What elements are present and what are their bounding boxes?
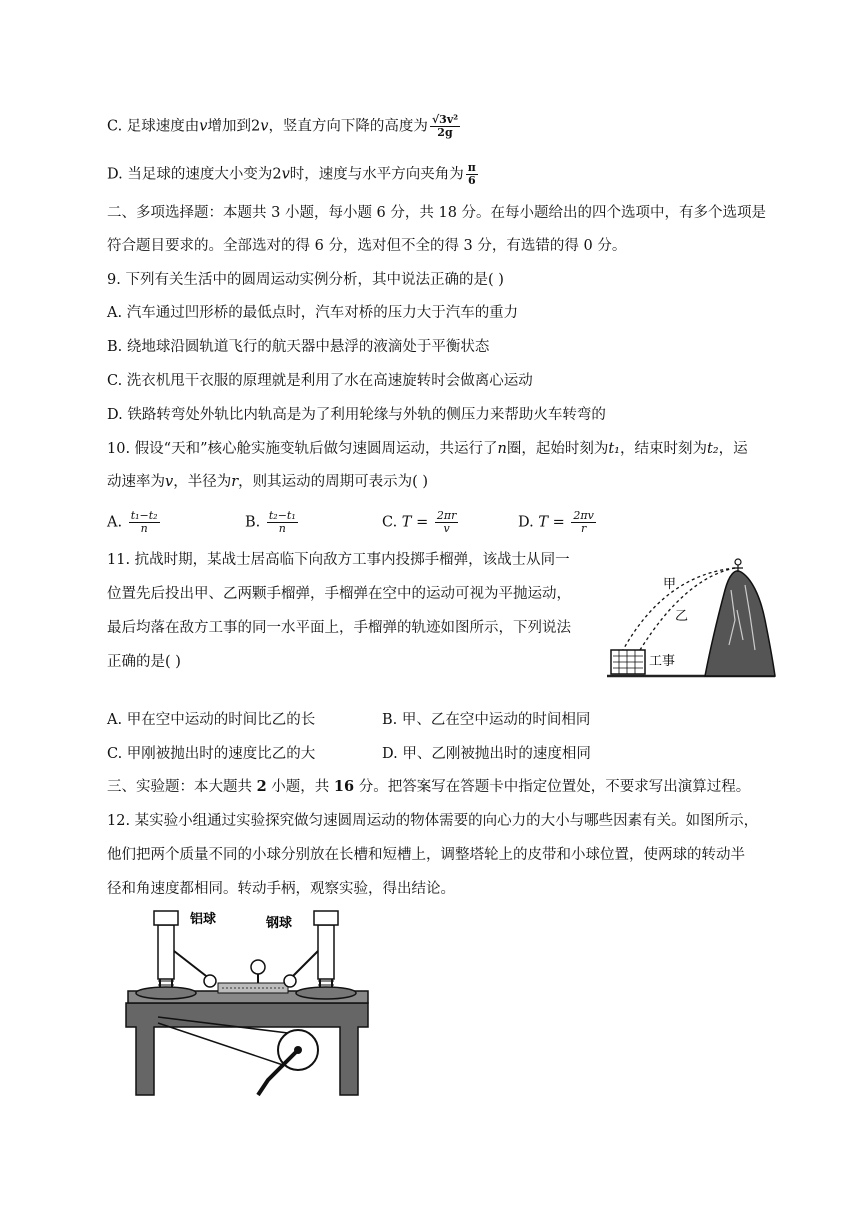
- q12-stem-line3: 径和角速度都相同。转动手柄，观察实验，得出结论。: [107, 881, 455, 897]
- q11-option-b: B. 甲、乙在空中运动的时间相同: [382, 712, 591, 728]
- label-aluminum-ball: 铝球: [190, 912, 217, 927]
- label-jia: 甲: [663, 577, 677, 592]
- label-gongshi: 工事: [649, 654, 676, 669]
- q10-stem-line2: 动速率为v，半径为r，则其运动的周期可表示为( ): [107, 474, 429, 490]
- section2-heading-line1: 二、多项选择题：本题共 3 小题，每小题 6 分，共 18 分。在每小题给出的四个选项中，有多个选项是: [107, 205, 767, 221]
- q12-centripetal-force-apparatus-figure: [118, 905, 373, 1105]
- q8-option-c: C. 足球速度由v增加到2v，竖直方向下降的高度为 $\frac{\text{√3v²}}{2g}$: [107, 113, 459, 139]
- q10-option-c: C. T = $\frac{2\pi r}{v}$: [382, 509, 457, 535]
- label-yi: 乙: [675, 609, 689, 624]
- q9-option-d: D. 铁路转弯处外轨比内轨高是为了利用轮缘与外轨的侧压力来帮助火车转弯的: [107, 407, 606, 423]
- steel-ball: [284, 975, 296, 987]
- q8-option-d: D. 当足球的速度大小变为2v时，速度与水平方向夹角为 $\frac{\pi}{6}$: [107, 161, 476, 187]
- crank-handle: [258, 1050, 298, 1095]
- aluminum-ball: [204, 975, 216, 987]
- label-steel-ball: 钢球: [266, 916, 293, 931]
- q11-grenade-trajectory-figure: [605, 550, 777, 682]
- q9-option-b: B. 绕地球沿圆轨道飞行的航天器中悬浮的液滴处于平衡状态: [107, 339, 490, 355]
- section2-heading-line2: 符合题目要求的。全部选对的得 6 分，选对但不全的得 3 分，有选错的得 0 分。: [107, 238, 627, 254]
- q9-option-a: A. 汽车通过凹形桥的最低点时，汽车对桥的压力大于汽车的重力: [107, 305, 519, 321]
- fraction-pi-over-6: $\frac{\pi}{6}$: [467, 161, 476, 187]
- q10-stem-line1: 10. 假设“天和”核心舱实施变轨后做匀速圆周运动，共运行了n圈，起始时刻为t₁，结束时刻为t₂，运: [107, 441, 748, 457]
- q11-option-c: C. 甲刚被抛出时的速度比乙的大: [107, 746, 316, 762]
- q11-stem-line4: 正确的是( ): [107, 654, 181, 670]
- section3-heading: 三、实验题：本大题共 2 小题，共 16 分。把答案写在答题卡中指定位置处，不要求写出演算过程。: [107, 778, 751, 795]
- q11-stem-line3: 最后均落在敌方工事的同一水平面上，手榴弹的轨迹如图所示，下列说法: [107, 620, 571, 636]
- q11-option-a: A. 甲在空中运动的时间比乙的长: [107, 712, 316, 728]
- q11-stem-line2: 位置先后投出甲、乙两颗手榴弹，手榴弹在空中的运动可视为平抛运动，: [107, 586, 571, 602]
- q10-option-d: D. T = $\frac{2\pi v}{r}$: [518, 509, 594, 535]
- q9-option-c: C. 洗衣机甩干衣服的原理就是利用了水在高速旋转时会做离心运动: [107, 373, 533, 389]
- fraction-sqrt3v2-over-2g: $\frac{\text{√3v²}}{2g}$: [431, 113, 459, 139]
- q12-stem-line1: 12. 某实验小组通过实验探究做匀速圆周运动的物体需要的向心力的大小与哪些因素有关。如图所示，: [107, 813, 759, 829]
- q12-stem-line2: 他们把两个质量不同的小球分别放在长槽和短槽上，调整塔轮上的皮带和小球位置，使两球的转动半: [107, 847, 745, 863]
- q9-stem: 9. 下列有关生活中的圆周运动实例分析，其中说法正确的是( ): [107, 272, 504, 288]
- q10-option-a: A. $\frac{\text{t₁−t₂}}{n}$: [107, 509, 158, 535]
- q11-option-d: D. 甲、乙刚被抛出时的速度相同: [382, 746, 591, 762]
- q10-option-b: B. $\frac{\text{t₂−t₁}}{n}$: [245, 509, 296, 535]
- q11-stem-line1: 11. 抗战时期，某战士居高临下向敌方工事内投掷手榴弹，该战士从同一: [107, 552, 570, 568]
